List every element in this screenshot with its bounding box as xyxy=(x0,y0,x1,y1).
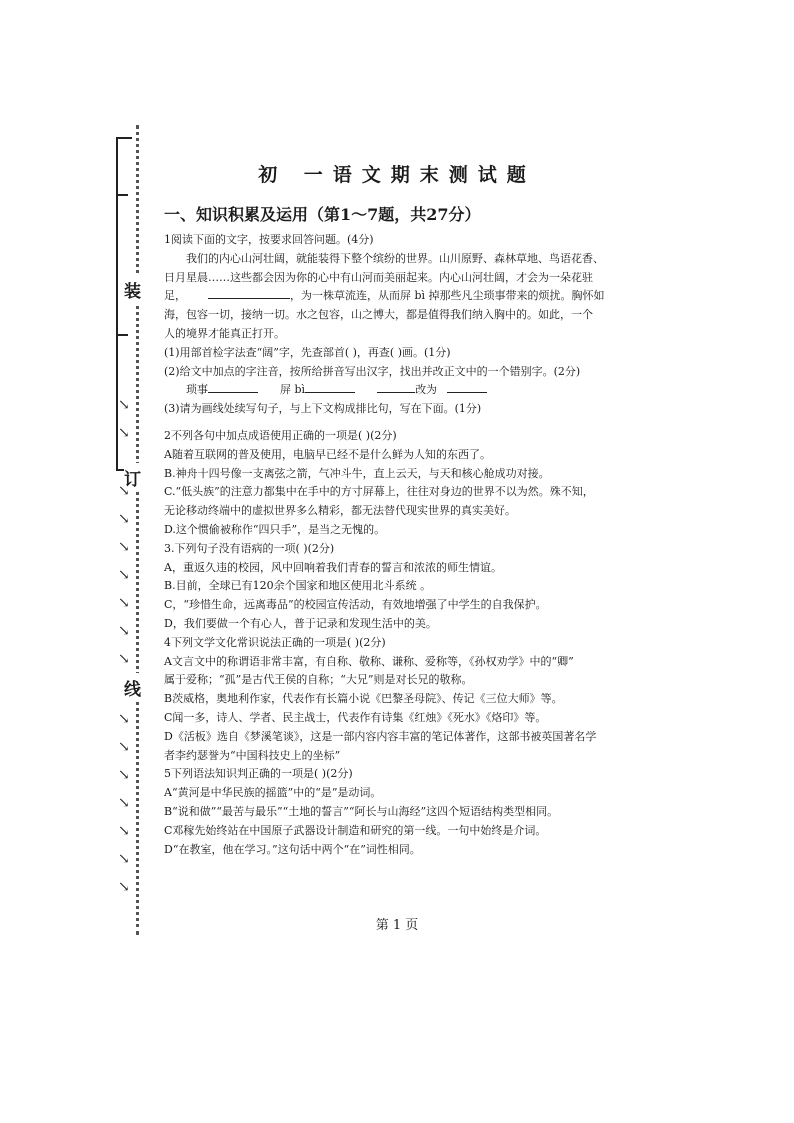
passage-text: 足， xyxy=(164,289,186,303)
passage-line: 人的境界才能真正打开。 xyxy=(164,326,285,340)
question-stem: 4下列文学文化常识说法正确的一项是( )(2分) xyxy=(164,635,386,649)
option-d: D，我们要做一个有心人，普于记录和发现生活中的美。 xyxy=(164,616,437,630)
bracket-tick xyxy=(118,334,128,336)
arrow-mark: ↘ xyxy=(118,823,130,839)
option-c: C，“珍惜生命，远离毒品”的校园宣传活动，有效地增强了中学生的自我保护。 xyxy=(164,598,547,612)
question-3 xyxy=(164,540,662,634)
sub-question: (3)请为画线处续写句子，与上下文构成排比句，写在下面。(1分) xyxy=(164,402,482,416)
arrow-mark: ↘ xyxy=(118,539,130,555)
answer-blank[interactable] xyxy=(305,381,355,393)
binding-bracket xyxy=(116,137,132,471)
arrow-mark: ↘ xyxy=(118,483,130,499)
sub-question: (1)用部首检字法查“阔”字，先查部首( )，再查( )画。(1分) xyxy=(164,345,451,359)
question-4 xyxy=(164,634,662,766)
passage-line xyxy=(164,287,662,306)
page-number: 第 1 页 xyxy=(375,918,419,933)
section-heading: 一、知识积累及运用（第1～7题，共27分） xyxy=(164,205,481,224)
question-stem: 5下列语法知识判正确的一项是( )(2分) xyxy=(164,767,353,781)
option-b: B“说和做”“最苦与最乐”“土地的誓言”“阿长与山海经”这四个短语结构类型相同。 xyxy=(164,804,559,818)
question-stem: 3.下列句子没有语病的一项( )(2分) xyxy=(164,541,335,555)
page-title: 初 一语文期末测试题 xyxy=(258,164,536,186)
answer-blank[interactable] xyxy=(208,381,258,393)
arrow-mark: ↘ xyxy=(118,651,130,667)
answer-label: 琐事 xyxy=(186,383,208,397)
binding-margin xyxy=(110,125,150,945)
option-a: A，重返久违的校园，风中回响着我们青春的誓言和浓浓的师生情谊。 xyxy=(164,560,502,574)
arrow-mark: ↘ xyxy=(118,711,130,727)
option-a: 属于爱称；“孤”是古代王侯的自称；“大兄”则是对长兄的敬称。 xyxy=(164,673,473,687)
question-1 xyxy=(164,231,662,419)
question-stem: 2不列各句中加点成语使用正确的一项是( )(2分) xyxy=(164,428,397,442)
answer-blank[interactable] xyxy=(377,381,415,393)
continuation-blank[interactable] xyxy=(208,287,290,299)
arrow-mark: ↘ xyxy=(118,623,130,639)
option-c: C闻一多，诗人、学者、民主战士，代表作有诗集《红烛》《死水》《烙印》等。 xyxy=(164,710,547,724)
answer-label: 改为 xyxy=(415,383,438,397)
option-c: 无论移动终端中的虚拟世界多么精彩，都无法替代现实世界的真实美好。 xyxy=(164,504,516,518)
passage-text: ，为一株草流连，从而屏 bì 掉那些凡尘琐事带来的烦扰。胸怀如 xyxy=(290,289,605,303)
option-a: A“黄河是中华民族的摇篮”中的“是”是动词。 xyxy=(164,786,382,800)
arrow-mark: ↘ xyxy=(118,397,130,413)
arrow-mark: ↘ xyxy=(118,767,130,783)
option-c: C邓稼先始终站在中国原子武器设计制造和研究的第一线。一句中始终是介词。 xyxy=(164,823,547,837)
option-d: D.这个惯偷被称作“四只手”，是当之无愧的。 xyxy=(164,522,386,536)
arrow-mark: ↘ xyxy=(118,595,130,611)
passage-line: 我们的内心山河壮阔，就能装得下整个缤纷的世界。山川原野、森林草地、鸟语花香、 xyxy=(186,251,604,265)
answer-label: 屏 bì xyxy=(280,383,306,397)
arrow-mark: ↘ xyxy=(118,739,130,755)
question-stem: 1阅读下面的文字，按要求回答问题。(4分) xyxy=(164,233,374,246)
option-b: B茨威格，奥地利作家，代表作有长篇小说《巴黎圣母院》、传记《三位大师》等。 xyxy=(164,692,563,706)
arrow-mark: ↘ xyxy=(118,511,130,527)
bracket-tick xyxy=(118,194,128,196)
answer-blank[interactable] xyxy=(447,381,487,393)
arrow-mark: ↘ xyxy=(118,879,130,895)
arrow-mark: ↘ xyxy=(118,567,130,583)
arrow-mark: ↘ xyxy=(118,795,130,811)
arrow-mark: ↘ xyxy=(118,851,130,867)
answer-line xyxy=(164,381,662,400)
question-5 xyxy=(164,765,662,859)
passage-line: 海，包容一切，接纳一切。水之包容，山之博大，都是值得我们纳入胸中的。如此，一个 xyxy=(164,308,593,322)
binding-char-zhuang: 装 xyxy=(124,275,141,304)
option-a: A文言文中的称谓语非常丰富，有自称、敬称、谦称、爱称等，《孙权劝学》中的“卿” xyxy=(164,654,574,668)
passage-line: 日月星晨……这些都会因为你的心中有山河而美丽起来。内心山河壮阔，才会为一朵花驻 xyxy=(164,270,593,284)
sub-question: (2)给文中加点的字注音，按所给拼音写出汉字，找出并改正文中的一个错别字。(2分) xyxy=(164,364,581,378)
option-d: D“在教室，他在学习。”这句话中两个“在”词性相同。 xyxy=(164,842,421,856)
option-b: B.神舟十四号像一支离弦之箭，气冲斗牛，直上云天，与天和核心舱成功对接。 xyxy=(164,466,550,480)
binding-char-ding: 订 xyxy=(124,463,141,492)
arrow-mark: ↘ xyxy=(118,425,130,441)
question-2 xyxy=(164,427,662,540)
binding-char-xian: 线 xyxy=(124,673,141,702)
option-b: B.目前，全球已有120余个国家和地区使用北斗系统 。 xyxy=(164,579,432,593)
option-c: C.“低头族”的注意力都集中在手中的方寸屏幕上，往往对身边的世界不以为然。殊不知， xyxy=(164,485,594,499)
option-a: A随着互联网的普及使用，电脑早已经不是什么鲜为人知的东西了。 xyxy=(164,447,491,461)
option-d: D《活板》选自《梦溪笔谈》，这是一部内容内容丰富的笔记体著作，这部书被英国著名学 xyxy=(164,729,597,743)
questions xyxy=(164,231,662,859)
option-d: 者李约瑟誉为“中国科技史上的坐标” xyxy=(164,748,341,762)
binding-dotted-line xyxy=(136,125,139,935)
